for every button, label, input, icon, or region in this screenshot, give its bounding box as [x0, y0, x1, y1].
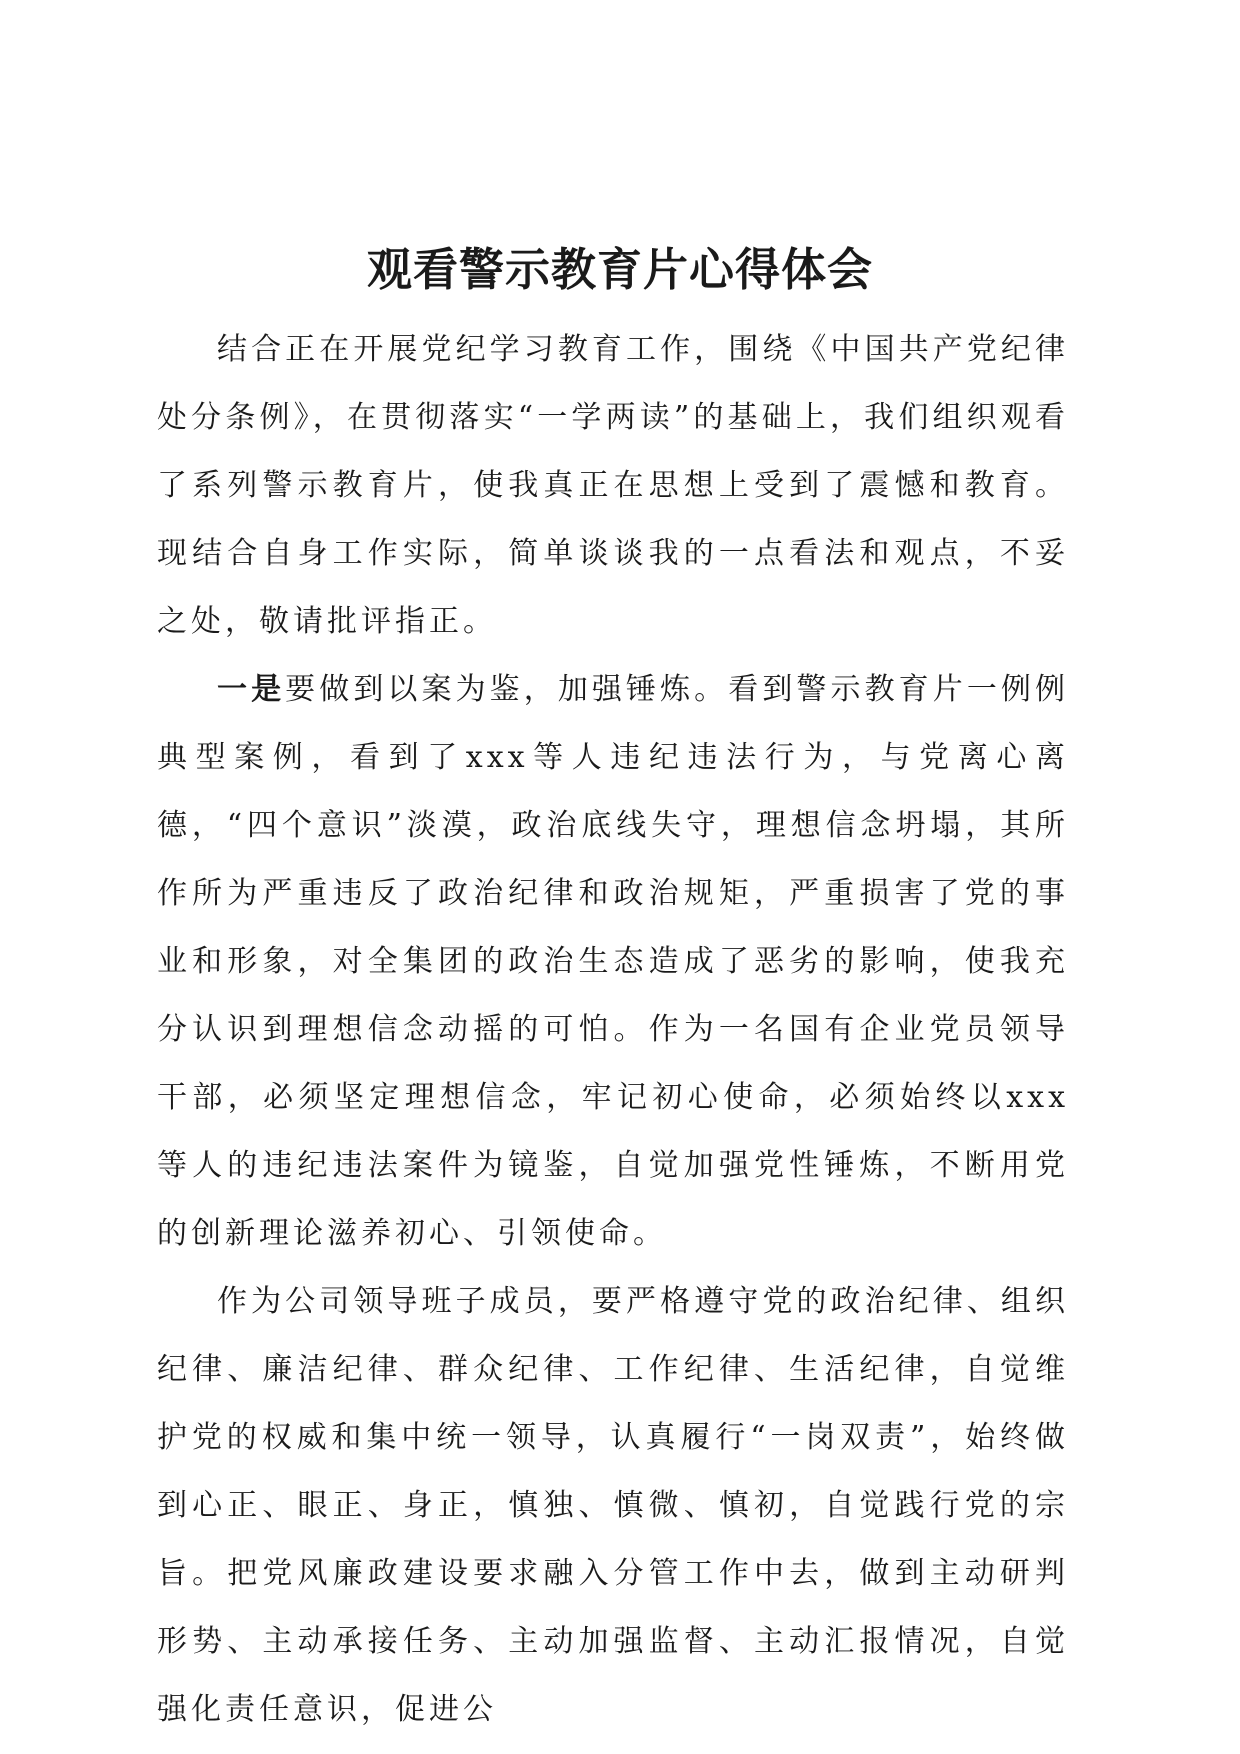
document-title: 观看警示教育片心得体会: [366, 243, 873, 297]
paragraph-point-one: [157, 656, 1069, 1268]
paragraph-leadership: [157, 1268, 1069, 1744]
paragraph-text: 作为公司领导班子成员，要严格遵守党的政治纪律、组织纪律、廉洁纪律、群众纪律、工作纪律、生活纪律，自觉维护党的权威和集中统一领导，认真履行“一岗双责”，始终做到心正、眼正、身正，慎独、慎微、慎初，自觉践行党的宗旨。把党风廉政建设要求融入分管工作中去，做到主动研判形势、主动承接任务、主动加强监督、主动汇报情况，自觉强化责任意识，促进公: [157, 1284, 1069, 1727]
paragraph-text: 要做到以案为鉴，加强锤炼。看到警示教育片一例例典型案例，看到了xxx等人违纪违法行为，与党离心离德，“四个意识”淡漠，政治底线失守，理想信念坍塌，其所作所为严重违反了政治纪律和政治规矩，严重损害了党的事业和形象，对全集团的政治生态造成了恶劣的影响，使我充分认识到理想信念动摇的可怕。作为一名国有企业党员领导干部，必须坚定理想信念，牢记初心使命，必须始终以xxx等人的违纪违法案件为镜鉴，自觉加强党性锤炼，不断用党的创新理论滋养初心、引领使命。: [157, 672, 1070, 1251]
paragraph-lead: 一是: [217, 672, 286, 707]
paragraph-intro: [157, 316, 1069, 656]
paragraph-text: 结合正在开展党纪学习教育工作，围绕《中国共产党纪律处分条例》，在贯彻落实“一学两读”的基础上，我们组织观看了系列警示教育片，使我真正在思想上受到了震憾和教育。现结合自身工作实际，简单谈谈我的一点看法和观点，不妥之处，敬请批评指正。: [157, 332, 1069, 639]
document-body: [157, 316, 1069, 1744]
